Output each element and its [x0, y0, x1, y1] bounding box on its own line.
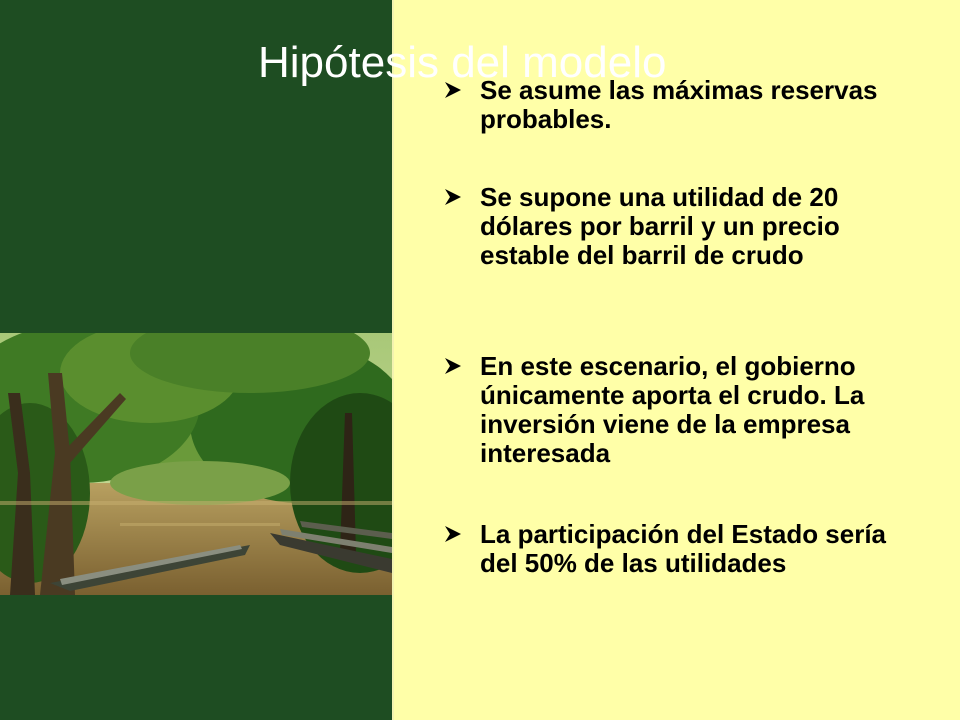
bullet-item	[442, 520, 922, 578]
bullet-text: La participación del Estado sería del 50% de las utilidades	[480, 519, 887, 578]
river-jungle-photo	[0, 333, 392, 595]
arrow-right-icon	[442, 352, 480, 382]
slide-title: Hipótesis del modelo	[258, 38, 667, 87]
bullet-item	[442, 183, 922, 270]
bullet-text: Se supone una utilidad de 20 dólares por barril y un precio estable del barril de crudo	[480, 182, 840, 270]
bullet-item	[442, 76, 922, 134]
arrow-right-icon	[442, 76, 480, 106]
arrow-right-icon	[442, 520, 480, 550]
arrow-right-icon	[442, 183, 480, 213]
bullet-text: En este escenario, el gobierno únicamente aporta el crudo. La inversión viene de la empresa interesada	[480, 351, 865, 468]
bullet-item	[442, 352, 922, 468]
bullet-text: Se asume las máximas reservas probables.	[480, 75, 878, 134]
